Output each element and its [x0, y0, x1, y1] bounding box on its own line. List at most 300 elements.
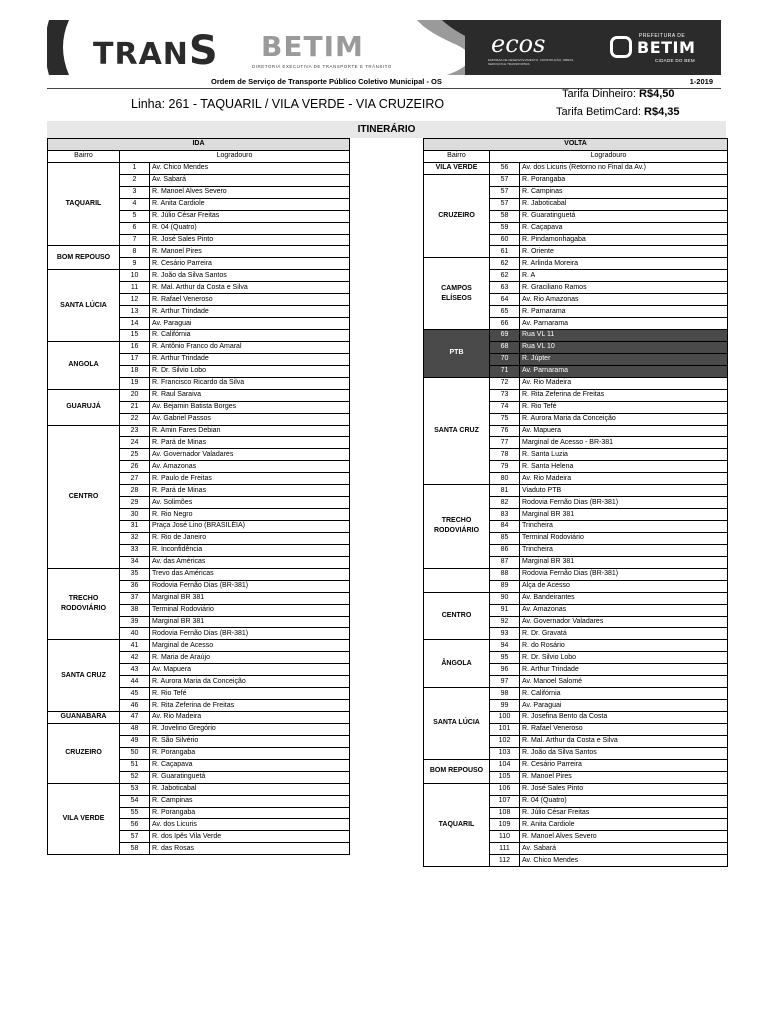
logradouro-cell: Av. Mapuera: [520, 425, 728, 437]
logradouro-cell: Av. Amazonas: [520, 604, 728, 616]
bairro-cell: SANTA LÚCIA: [48, 270, 120, 342]
stop-number-cell: 65: [490, 306, 520, 318]
table-row: [48, 341, 350, 353]
stop-number-cell: 21: [120, 401, 150, 413]
stop-number-cell: 101: [490, 723, 520, 735]
stop-number-cell: 64: [490, 294, 520, 306]
stop-number-cell: 74: [490, 401, 520, 413]
stop-number-cell: 75: [490, 413, 520, 425]
logradouro-cell: R. Rio Negro: [150, 509, 350, 521]
logradouro-cell: R. Santa Luzia: [520, 449, 728, 461]
itinerary-title: ITINERÁRIO: [47, 121, 726, 138]
bairro-cell: CENTRO: [48, 425, 120, 568]
stop-number-cell: 84: [490, 521, 520, 533]
logradouro-cell: Terminal Rodoviário: [150, 604, 350, 616]
logradouro-cell: R. A: [520, 270, 728, 282]
logradouro-cell: R. Raul Saraiva: [150, 389, 350, 401]
table-row: [48, 270, 350, 282]
volta-col-logradouro: Logradouro: [490, 150, 728, 162]
stop-number-cell: 4: [120, 198, 150, 210]
logradouro-cell: Praça José Lino (BRASILÉIA): [150, 521, 350, 533]
ida-col-logradouro: Logradouro: [120, 150, 350, 162]
ecos-logo: ecos: [491, 30, 546, 58]
logradouro-cell: R. Mal. Arthur da Costa e Silva: [520, 735, 728, 747]
table-row: [48, 640, 350, 652]
stop-number-cell: 66: [490, 318, 520, 330]
logradouro-cell: Marginal de Acesso - BR-381: [520, 437, 728, 449]
stop-number-cell: 56: [120, 819, 150, 831]
stop-number-cell: 3: [120, 186, 150, 198]
logradouro-cell: R. Arthur Trindade: [520, 664, 728, 676]
ida-col-bairro: Bairro: [48, 150, 120, 162]
logradouro-cell: R. Júpter: [520, 353, 728, 365]
logradouro-cell: R. José Sales Pinto: [520, 783, 728, 795]
logradouro-cell: R. Júlio César Freitas: [520, 807, 728, 819]
logradouro-cell: R. Pará de Minas: [150, 485, 350, 497]
stop-number-cell: 2: [120, 174, 150, 186]
logradouro-cell: R. Guaratinguetá: [520, 210, 728, 222]
logradouro-cell: R. Dr. Silvio Lobo: [520, 652, 728, 664]
stop-number-cell: 16: [120, 341, 150, 353]
logradouro-cell: R. Antônio Franco do Amaral: [150, 341, 350, 353]
logradouro-cell: Av. Paraguai: [150, 318, 350, 330]
logo-trans-text: TRAN: [93, 37, 189, 72]
stop-number-cell: 13: [120, 306, 150, 318]
stop-number-cell: 6: [120, 222, 150, 234]
stop-number-cell: 85: [490, 532, 520, 544]
stop-number-cell: 7: [120, 234, 150, 246]
logradouro-cell: R. Amin Fares Debian: [150, 425, 350, 437]
bairro-cell: [424, 568, 490, 592]
stop-number-cell: 27: [120, 473, 150, 485]
stop-number-cell: 63: [490, 282, 520, 294]
logradouro-cell: Rodovia Fernão Dias (BR-381): [520, 497, 728, 509]
stop-number-cell: 51: [120, 759, 150, 771]
stop-number-cell: 88: [490, 568, 520, 580]
stop-number-cell: 70: [490, 353, 520, 365]
logradouro-cell: R. Maria de Araújo: [150, 652, 350, 664]
logradouro-cell: Av. Sabará: [150, 174, 350, 186]
logradouro-cell: Av. dos Licuris (Retorno no Final da Av.): [520, 162, 728, 174]
bairro-cell: GUANABARA: [48, 712, 120, 724]
logradouro-cell: R. Cesário Parreira: [150, 258, 350, 270]
stop-number-cell: 83: [490, 509, 520, 521]
stop-number-cell: 95: [490, 652, 520, 664]
prefeitura-slogan: CIDADE DO BEM: [655, 58, 695, 63]
table-row: [424, 568, 728, 580]
logradouro-cell: R. 04 (Quatro): [150, 222, 350, 234]
table-row: [424, 783, 728, 795]
logradouro-cell: R. Manoel Alves Severo: [150, 186, 350, 198]
stop-number-cell: 112: [490, 855, 520, 867]
logradouro-cell: Av. Sabará: [520, 843, 728, 855]
stop-number-cell: 104: [490, 759, 520, 771]
table-row: [48, 246, 350, 258]
stop-number-cell: 56: [490, 162, 520, 174]
prefeitura-label: PREFEITURA DE: [639, 33, 686, 39]
ida-table: [47, 138, 350, 855]
bairro-cell: CRUZEIRO: [424, 174, 490, 258]
logradouro-cell: Marginal BR 381: [520, 556, 728, 568]
stop-number-cell: 57: [120, 831, 150, 843]
bairro-cell: SANTA CRUZ: [48, 640, 120, 712]
stop-number-cell: 73: [490, 389, 520, 401]
stop-number-cell: 92: [490, 616, 520, 628]
logradouro-cell: Trincheira: [520, 544, 728, 556]
logradouro-cell: R. Califórnia: [150, 330, 350, 342]
bairro-cell: VILA VERDE: [48, 783, 120, 855]
logradouro-cell: R. Cesário Parreira: [520, 759, 728, 771]
stop-number-cell: 79: [490, 461, 520, 473]
logradouro-cell: Av. Amazonas: [150, 461, 350, 473]
bairro-cell: BOM REPOUSO: [48, 246, 120, 270]
logradouro-cell: R. Aurora Maria da Conceição: [150, 676, 350, 688]
stop-number-cell: 20: [120, 389, 150, 401]
stop-number-cell: 98: [490, 688, 520, 700]
stop-number-cell: 53: [120, 783, 150, 795]
stop-number-cell: 61: [490, 246, 520, 258]
stop-number-cell: 54: [120, 795, 150, 807]
stop-number-cell: 72: [490, 377, 520, 389]
logradouro-cell: Av. Solimões: [150, 497, 350, 509]
stop-number-cell: 46: [120, 700, 150, 712]
logradouro-cell: R. Santa Helena: [520, 461, 728, 473]
logradouro-cell: Viaduto PTB: [520, 485, 728, 497]
logradouro-cell: R. Porangaba: [150, 807, 350, 819]
table-row: [424, 688, 728, 700]
stop-number-cell: 43: [120, 664, 150, 676]
logradouro-cell: Marginal BR 381: [150, 592, 350, 604]
logradouro-cell: R. Arlinda Moreira: [520, 258, 728, 270]
stop-number-cell: 71: [490, 365, 520, 377]
logradouro-cell: R. Francisco Ricardo da Silva: [150, 377, 350, 389]
logradouro-cell: R. Júlio César Freitas: [150, 210, 350, 222]
logradouro-cell: Av. Mapuera: [150, 664, 350, 676]
volta-header: VOLTA: [424, 139, 728, 151]
logradouro-cell: R. José Sales Pinto: [150, 234, 350, 246]
table-row: [424, 640, 728, 652]
bairro-cell: SANTA CRUZ: [424, 377, 490, 484]
logradouro-cell: R. Graciliano Ramos: [520, 282, 728, 294]
logradouro-cell: Rodovia Fernão Dias (BR-381): [150, 580, 350, 592]
logradouro-cell: Marginal BR 381: [150, 616, 350, 628]
logradouro-cell: Av. Bandeirantes: [520, 592, 728, 604]
stop-number-cell: 99: [490, 700, 520, 712]
stop-number-cell: 87: [490, 556, 520, 568]
logradouro-cell: R. Dr. Gravatá: [520, 628, 728, 640]
stop-number-cell: 45: [120, 688, 150, 700]
stop-number-cell: 38: [120, 604, 150, 616]
table-row: [424, 162, 728, 174]
stop-number-cell: 76: [490, 425, 520, 437]
stop-number-cell: 9: [120, 258, 150, 270]
logradouro-cell: R. Arthur Trindade: [150, 353, 350, 365]
bairro-cell: BOM REPOUSO: [424, 759, 490, 783]
stop-number-cell: 109: [490, 819, 520, 831]
logradouro-cell: Trincheira: [520, 521, 728, 533]
bairro-cell: CRUZEIRO: [48, 723, 120, 783]
stop-number-cell: 1: [120, 162, 150, 174]
logradouro-cell: R. Rafael Veneroso: [150, 294, 350, 306]
logradouro-cell: Terminal Rodoviário: [520, 532, 728, 544]
table-row: [424, 174, 728, 186]
logradouro-cell: R. Rio Tefé: [520, 401, 728, 413]
bairro-cell: ANGOLA: [48, 341, 120, 389]
stop-number-cell: 10: [120, 270, 150, 282]
logradouro-cell: Rua VL 11: [520, 330, 728, 342]
stop-number-cell: 8: [120, 246, 150, 258]
stop-number-cell: 35: [120, 568, 150, 580]
table-row: [48, 723, 350, 735]
logradouro-cell: R. Oriente: [520, 246, 728, 258]
stop-number-cell: 24: [120, 437, 150, 449]
logradouro-cell: Av. dos Licuris: [150, 819, 350, 831]
logradouro-cell: R. Jovelino Gregório: [150, 723, 350, 735]
logradouro-cell: R. Jaboticabal: [150, 783, 350, 795]
stop-number-cell: 90: [490, 592, 520, 604]
logradouro-cell: R. Mal. Arthur da Costa e Silva: [150, 282, 350, 294]
stop-number-cell: 30: [120, 509, 150, 521]
transbetim-logo: [93, 28, 219, 74]
logradouro-cell: R. Manoel Alves Severo: [520, 831, 728, 843]
bairro-cell: TRECHO RODOVIÁRIO: [424, 485, 490, 569]
line-title: Linha: 261 - TAQUARIL / VILA VERDE - VIA CRUZEIRO: [131, 97, 445, 111]
logradouro-cell: Av. Governador Valadares: [520, 616, 728, 628]
stop-number-cell: 17: [120, 353, 150, 365]
stop-number-cell: 34: [120, 556, 150, 568]
stop-number-cell: 111: [490, 843, 520, 855]
stop-number-cell: 44: [120, 676, 150, 688]
logradouro-cell: Rua VL 10: [520, 341, 728, 353]
fare-cash-label: Tarifa Dinheiro:: [562, 88, 636, 100]
logradouro-cell: R. 04 (Quatro): [520, 795, 728, 807]
stop-number-cell: 37: [120, 592, 150, 604]
logradouro-cell: Av. Chico Mendes: [520, 855, 728, 867]
stop-number-cell: 59: [490, 222, 520, 234]
stop-number-cell: 110: [490, 831, 520, 843]
stop-number-cell: 100: [490, 712, 520, 724]
logradouro-cell: R. Campinas: [150, 795, 350, 807]
table-row: [424, 377, 728, 389]
stop-number-cell: 36: [120, 580, 150, 592]
stop-number-cell: 28: [120, 485, 150, 497]
bairro-cell: TRECHO RODOVIÁRIO: [48, 568, 120, 640]
stop-number-cell: 11: [120, 282, 150, 294]
stop-number-cell: 108: [490, 807, 520, 819]
stop-number-cell: 80: [490, 473, 520, 485]
prefeitura-emblem-icon: [610, 36, 632, 58]
logradouro-cell: R. São Silvério: [150, 735, 350, 747]
logradouro-cell: R. Inconfidência: [150, 544, 350, 556]
stop-number-cell: 40: [120, 628, 150, 640]
volta-col-bairro: Bairro: [424, 150, 490, 162]
logradouro-cell: R. Guaratinguetá: [150, 771, 350, 783]
table-row: [424, 258, 728, 270]
logradouro-cell: R. Rafael Veneroso: [520, 723, 728, 735]
os-number: 1-2019: [689, 77, 713, 86]
logradouro-cell: R. Porangaba: [520, 174, 728, 186]
stop-number-cell: 77: [490, 437, 520, 449]
logradouro-cell: R. Rio de Janeiro: [150, 532, 350, 544]
logradouro-cell: R. do Rosário: [520, 640, 728, 652]
logradouro-cell: Rodovia Fernão Dias (BR-381): [520, 568, 728, 580]
logo-subtitle: DIRETORIA EXECUTIVA DE TRANSPORTE E TRÂNSITO: [252, 64, 392, 69]
logradouro-cell: R. Califórnia: [520, 688, 728, 700]
stop-number-cell: 86: [490, 544, 520, 556]
logradouro-cell: R. João da Silva Santos: [520, 747, 728, 759]
stop-number-cell: 49: [120, 735, 150, 747]
logradouro-cell: Marginal de Acesso: [150, 640, 350, 652]
logradouro-cell: Rodovia Fernão Dias (BR-381): [150, 628, 350, 640]
logradouro-cell: Trevo das Américas: [150, 568, 350, 580]
ida-header: IDA: [48, 139, 350, 151]
stop-number-cell: 89: [490, 580, 520, 592]
stop-number-cell: 60: [490, 234, 520, 246]
stop-number-cell: 58: [490, 210, 520, 222]
logradouro-cell: R. Manoel Pires: [150, 246, 350, 258]
stop-number-cell: 96: [490, 664, 520, 676]
logradouro-cell: Av. Parnarama: [520, 318, 728, 330]
bairro-cell: CAMPOS ELÍSEOS: [424, 258, 490, 330]
logradouro-cell: Av. Manoel Salomé: [520, 676, 728, 688]
stop-number-cell: 19: [120, 377, 150, 389]
stop-number-cell: 82: [490, 497, 520, 509]
stop-number-cell: 31: [120, 521, 150, 533]
stop-number-cell: 32: [120, 532, 150, 544]
stop-number-cell: 94: [490, 640, 520, 652]
logradouro-cell: Av. Rio Madeira: [520, 473, 728, 485]
logradouro-cell: R. dos Ipês Vila Verde: [150, 831, 350, 843]
bairro-cell: SANTA LÚCIA: [424, 688, 490, 760]
logradouro-cell: R. Anita Cardiole: [150, 198, 350, 210]
stop-number-cell: 42: [120, 652, 150, 664]
stop-number-cell: 55: [120, 807, 150, 819]
stop-number-cell: 39: [120, 616, 150, 628]
table-row: [424, 759, 728, 771]
logradouro-cell: R. das Rosas: [150, 843, 350, 855]
logradouro-cell: R. Caçapava: [520, 222, 728, 234]
logradouro-cell: R. Dr. Silvio Lobo: [150, 365, 350, 377]
stop-number-cell: 26: [120, 461, 150, 473]
logradouro-cell: Av. Rio Amazonas: [520, 294, 728, 306]
bairro-cell: ÂNGOLA: [424, 640, 490, 688]
logradouro-cell: R. Anita Cardiole: [520, 819, 728, 831]
stop-number-cell: 52: [120, 771, 150, 783]
stop-number-cell: 33: [120, 544, 150, 556]
stop-number-cell: 22: [120, 413, 150, 425]
table-row: [424, 592, 728, 604]
logradouro-cell: R. Caçapava: [150, 759, 350, 771]
bairro-cell: GUARUJÁ: [48, 389, 120, 425]
logradouro-cell: R. Paulo de Freitas: [150, 473, 350, 485]
logradouro-cell: Av. Rio Madeira: [150, 712, 350, 724]
logradouro-cell: Av. Bejamin Batista Borges: [150, 401, 350, 413]
table-row: [48, 712, 350, 724]
table-row: [48, 162, 350, 174]
stop-number-cell: 102: [490, 735, 520, 747]
stop-number-cell: 81: [490, 485, 520, 497]
logo-trans-s: S: [188, 28, 219, 74]
logradouro-cell: R. Aurora Maria da Conceição: [520, 413, 728, 425]
os-title: Ordem de Serviço de Transporte Público Coletivo Municipal - OS: [211, 77, 442, 86]
logradouro-cell: Av. Chico Mendes: [150, 162, 350, 174]
stop-number-cell: 48: [120, 723, 150, 735]
stop-number-cell: 14: [120, 318, 150, 330]
logradouro-cell: Av. das Américas: [150, 556, 350, 568]
stop-number-cell: 93: [490, 628, 520, 640]
ecos-subtitle: EMPRESA DE DESENVOLVIMENTO, CONSTRUÇÃO, OBRAS, SERVIÇOS E TRANSPORTES: [488, 58, 575, 66]
bairro-cell: CENTRO: [424, 592, 490, 640]
logradouro-cell: R. Rita Zeferina de Freitas: [150, 700, 350, 712]
logradouro-cell: R. Rio Tefé: [150, 688, 350, 700]
stop-number-cell: 18: [120, 365, 150, 377]
stop-number-cell: 57: [490, 174, 520, 186]
stop-number-cell: 23: [120, 425, 150, 437]
stop-number-cell: 107: [490, 795, 520, 807]
volta-table: [423, 138, 728, 867]
logradouro-cell: R. Josefina Bento da Costa: [520, 712, 728, 724]
bairro-cell: VILA VERDE: [424, 162, 490, 174]
header-banner: [47, 20, 721, 75]
stop-number-cell: 12: [120, 294, 150, 306]
table-row: [424, 485, 728, 497]
stop-number-cell: 29: [120, 497, 150, 509]
logradouro-cell: Av. Parnarama: [520, 365, 728, 377]
stop-number-cell: 25: [120, 449, 150, 461]
stop-number-cell: 106: [490, 783, 520, 795]
table-row: [424, 330, 728, 342]
table-row: [48, 568, 350, 580]
stop-number-cell: 103: [490, 747, 520, 759]
stop-number-cell: 91: [490, 604, 520, 616]
logradouro-cell: R. Jaboticabal: [520, 198, 728, 210]
bairro-cell: TAQUARIL: [424, 783, 490, 867]
stop-number-cell: 69: [490, 330, 520, 342]
fare-cash-value: R$4,50: [639, 88, 675, 100]
table-row: [48, 783, 350, 795]
prefeitura-betim-logo: BETIM: [637, 38, 696, 57]
logradouro-cell: R. Pindamonhagaba: [520, 234, 728, 246]
logradouro-cell: Av. Rio Madeira: [520, 377, 728, 389]
table-row: [48, 389, 350, 401]
stop-number-cell: 58: [120, 843, 150, 855]
logradouro-cell: Marginal BR 381: [520, 509, 728, 521]
stop-number-cell: 50: [120, 747, 150, 759]
stop-number-cell: 47: [120, 712, 150, 724]
stop-number-cell: 105: [490, 771, 520, 783]
stop-number-cell: 41: [120, 640, 150, 652]
logradouro-cell: R. Arthur Trindade: [150, 306, 350, 318]
stop-number-cell: 97: [490, 676, 520, 688]
logradouro-cell: R. Campinas: [520, 186, 728, 198]
logradouro-cell: Av. Governador Valadares: [150, 449, 350, 461]
fare-card-label: Tarifa BetimCard:: [556, 106, 641, 118]
bairro-cell: TAQUARIL: [48, 162, 120, 246]
banner-arc-graphic: [47, 20, 75, 75]
logradouro-cell: Av. Gabriel Passos: [150, 413, 350, 425]
stop-number-cell: 62: [490, 270, 520, 282]
logradouro-cell: R. Porangaba: [150, 747, 350, 759]
logradouro-cell: R. Parnarama: [520, 306, 728, 318]
logo-betim-text: BETIM: [261, 30, 364, 63]
logradouro-cell: R. Manoel Pires: [520, 771, 728, 783]
fare-card-value: R$4,35: [644, 106, 680, 118]
bairro-cell: PTB: [424, 330, 490, 378]
stop-number-cell: 15: [120, 330, 150, 342]
stop-number-cell: 62: [490, 258, 520, 270]
table-row: [48, 425, 350, 437]
stop-number-cell: 5: [120, 210, 150, 222]
